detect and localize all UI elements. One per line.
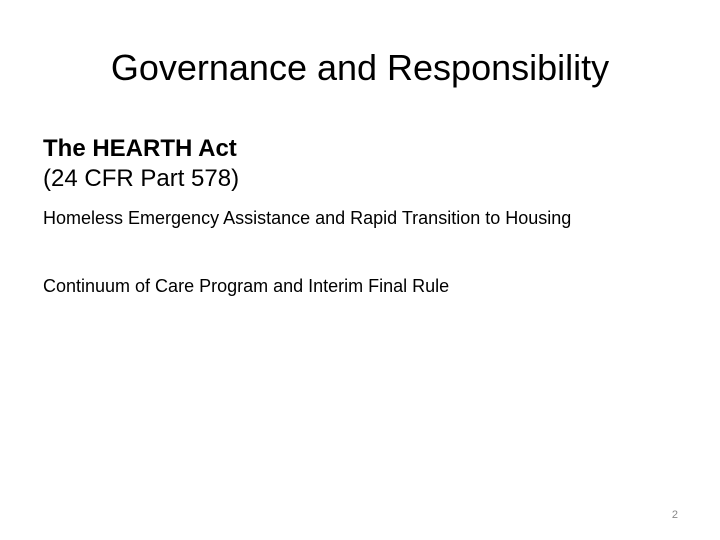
act-name: The HEARTH Act bbox=[43, 135, 237, 162]
act-full-name: Homeless Emergency Assistance and Rapid Transition to Housing bbox=[43, 208, 572, 228]
act-citation: (24 CFR Part 578) bbox=[43, 165, 240, 192]
slide-title: Governance and Responsibility bbox=[110, 47, 610, 88]
page-number: 2 bbox=[671, 509, 678, 521]
program-rule: Continuum of Care Program and Interim Final Rule bbox=[43, 276, 450, 296]
slide-body bbox=[43, 134, 693, 298]
